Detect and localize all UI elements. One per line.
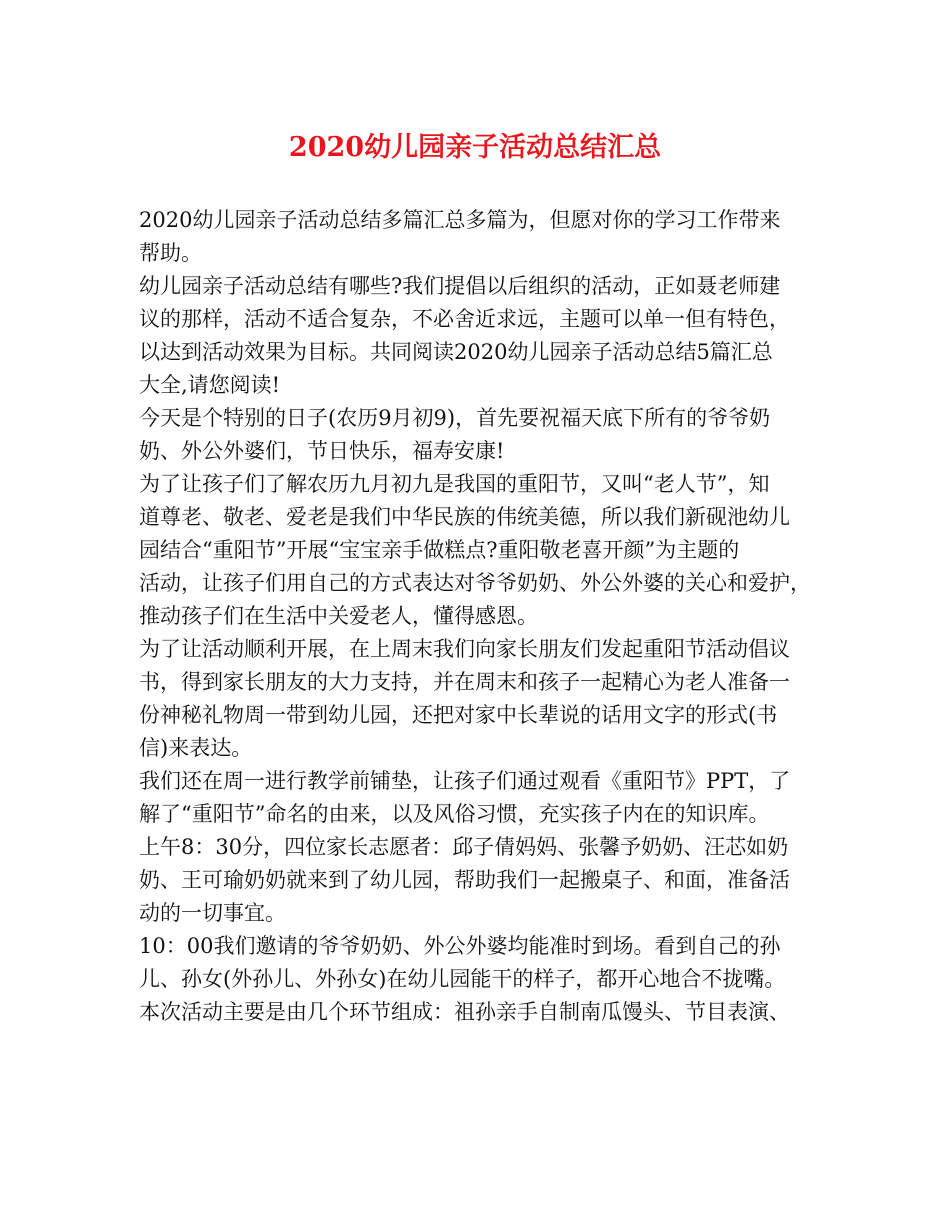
text-line: 议的那样，活动不适合复杂，不必舍近求远，主题可以单一但有特色， bbox=[139, 307, 790, 331]
paragraph-7 bbox=[139, 831, 819, 930]
text-line: 奶、外公外婆们，节日快乐，福寿安康! bbox=[139, 439, 505, 463]
paragraph-6 bbox=[139, 765, 819, 831]
text-line: 为了让孩子们了解农历九月初九是我国的重阳节，又叫“老人节”，知 bbox=[139, 472, 770, 496]
paragraph-9 bbox=[139, 996, 819, 1029]
paragraph-1 bbox=[139, 204, 819, 270]
text-line: 帮助。 bbox=[139, 241, 202, 265]
text-line: 活动，让孩子们用自己的方式表达对爷爷奶奶、外公外婆的关心和爱护， bbox=[139, 571, 811, 595]
text-line: 奶、王可瑜奶奶就来到了幼儿园，帮助我们一起搬桌子、和面，准备活 bbox=[139, 868, 790, 892]
text-line: 儿、孙女(外孙儿、外孙女)在幼儿园能干的样子，都开心地合不拢嘴。 bbox=[139, 967, 786, 991]
text-line: 信)来表达。 bbox=[139, 736, 253, 760]
text-line: 份神秘礼物周一带到幼儿园，还把对家中长辈说的话用文字的形式(书 bbox=[139, 703, 778, 727]
text-line: 为了让活动顺利开展，在上周末我们向家长朋友们发起重阳节活动倡议 bbox=[139, 637, 790, 661]
paragraph-8 bbox=[139, 930, 819, 996]
document-title: 2020幼儿园亲子活动总结汇总 bbox=[288, 132, 662, 163]
text-line: 上午8：30分，四位家长志愿者：邱子倩妈妈、张馨予奶奶、汪芯如奶 bbox=[139, 835, 789, 859]
paragraph-2 bbox=[139, 270, 819, 402]
text-line: 书，得到家长朋友的大力支持，并在周末和孩子一起精心为老人准备一 bbox=[139, 670, 790, 694]
text-line: 动的一切事宜。 bbox=[139, 901, 286, 925]
text-line: 幼儿园亲子活动总结有哪些?我们提倡以后组织的活动，正如聂老师建 bbox=[139, 274, 781, 298]
text-line: 道尊老、敬老、爱老是我们中华民族的伟统美德，所以我们新砚池幼儿 bbox=[139, 505, 790, 529]
paragraph-3 bbox=[139, 402, 819, 468]
text-line: 解了“重阳节”命名的由来，以及风俗习惯，充实孩子内在的知识库。 bbox=[139, 802, 770, 826]
text-line: 10：00我们邀请的爷爷奶奶、外公外婆均能准时到场。看到自己的孙 bbox=[139, 934, 781, 958]
text-line: 园结合“重阳节”开展“宝宝亲手做糕点?重阳敬老喜开颜”为主题的 bbox=[139, 538, 740, 562]
paragraph-4 bbox=[139, 468, 819, 633]
text-line: 以达到活动效果为目标。共同阅读2020幼儿园亲子活动总结5篇汇总 bbox=[139, 340, 773, 364]
text-line: 我们还在周一进行教学前铺垫，让孩子们通过观看《重阳节》PPT，了 bbox=[139, 769, 791, 793]
text-line: 推动孩子们在生活中关爱老人，懂得感恩。 bbox=[139, 604, 538, 628]
text-line: 2020幼儿园亲子活动总结多篇汇总多篇为，但愿对你的学习工作带来 bbox=[139, 208, 781, 232]
text-line: 今天是个特别的日子(农历9月初9)，首先要祝福天底下所有的爷爷奶 bbox=[139, 406, 771, 430]
document-body bbox=[139, 204, 819, 1029]
paragraph-5 bbox=[139, 633, 819, 765]
text-line: 本次活动主要是由几个环节组成：祖孙亲手自制南瓜馒头、节目表演、 bbox=[139, 1000, 790, 1024]
text-line: 大全,请您阅读! bbox=[139, 373, 281, 397]
